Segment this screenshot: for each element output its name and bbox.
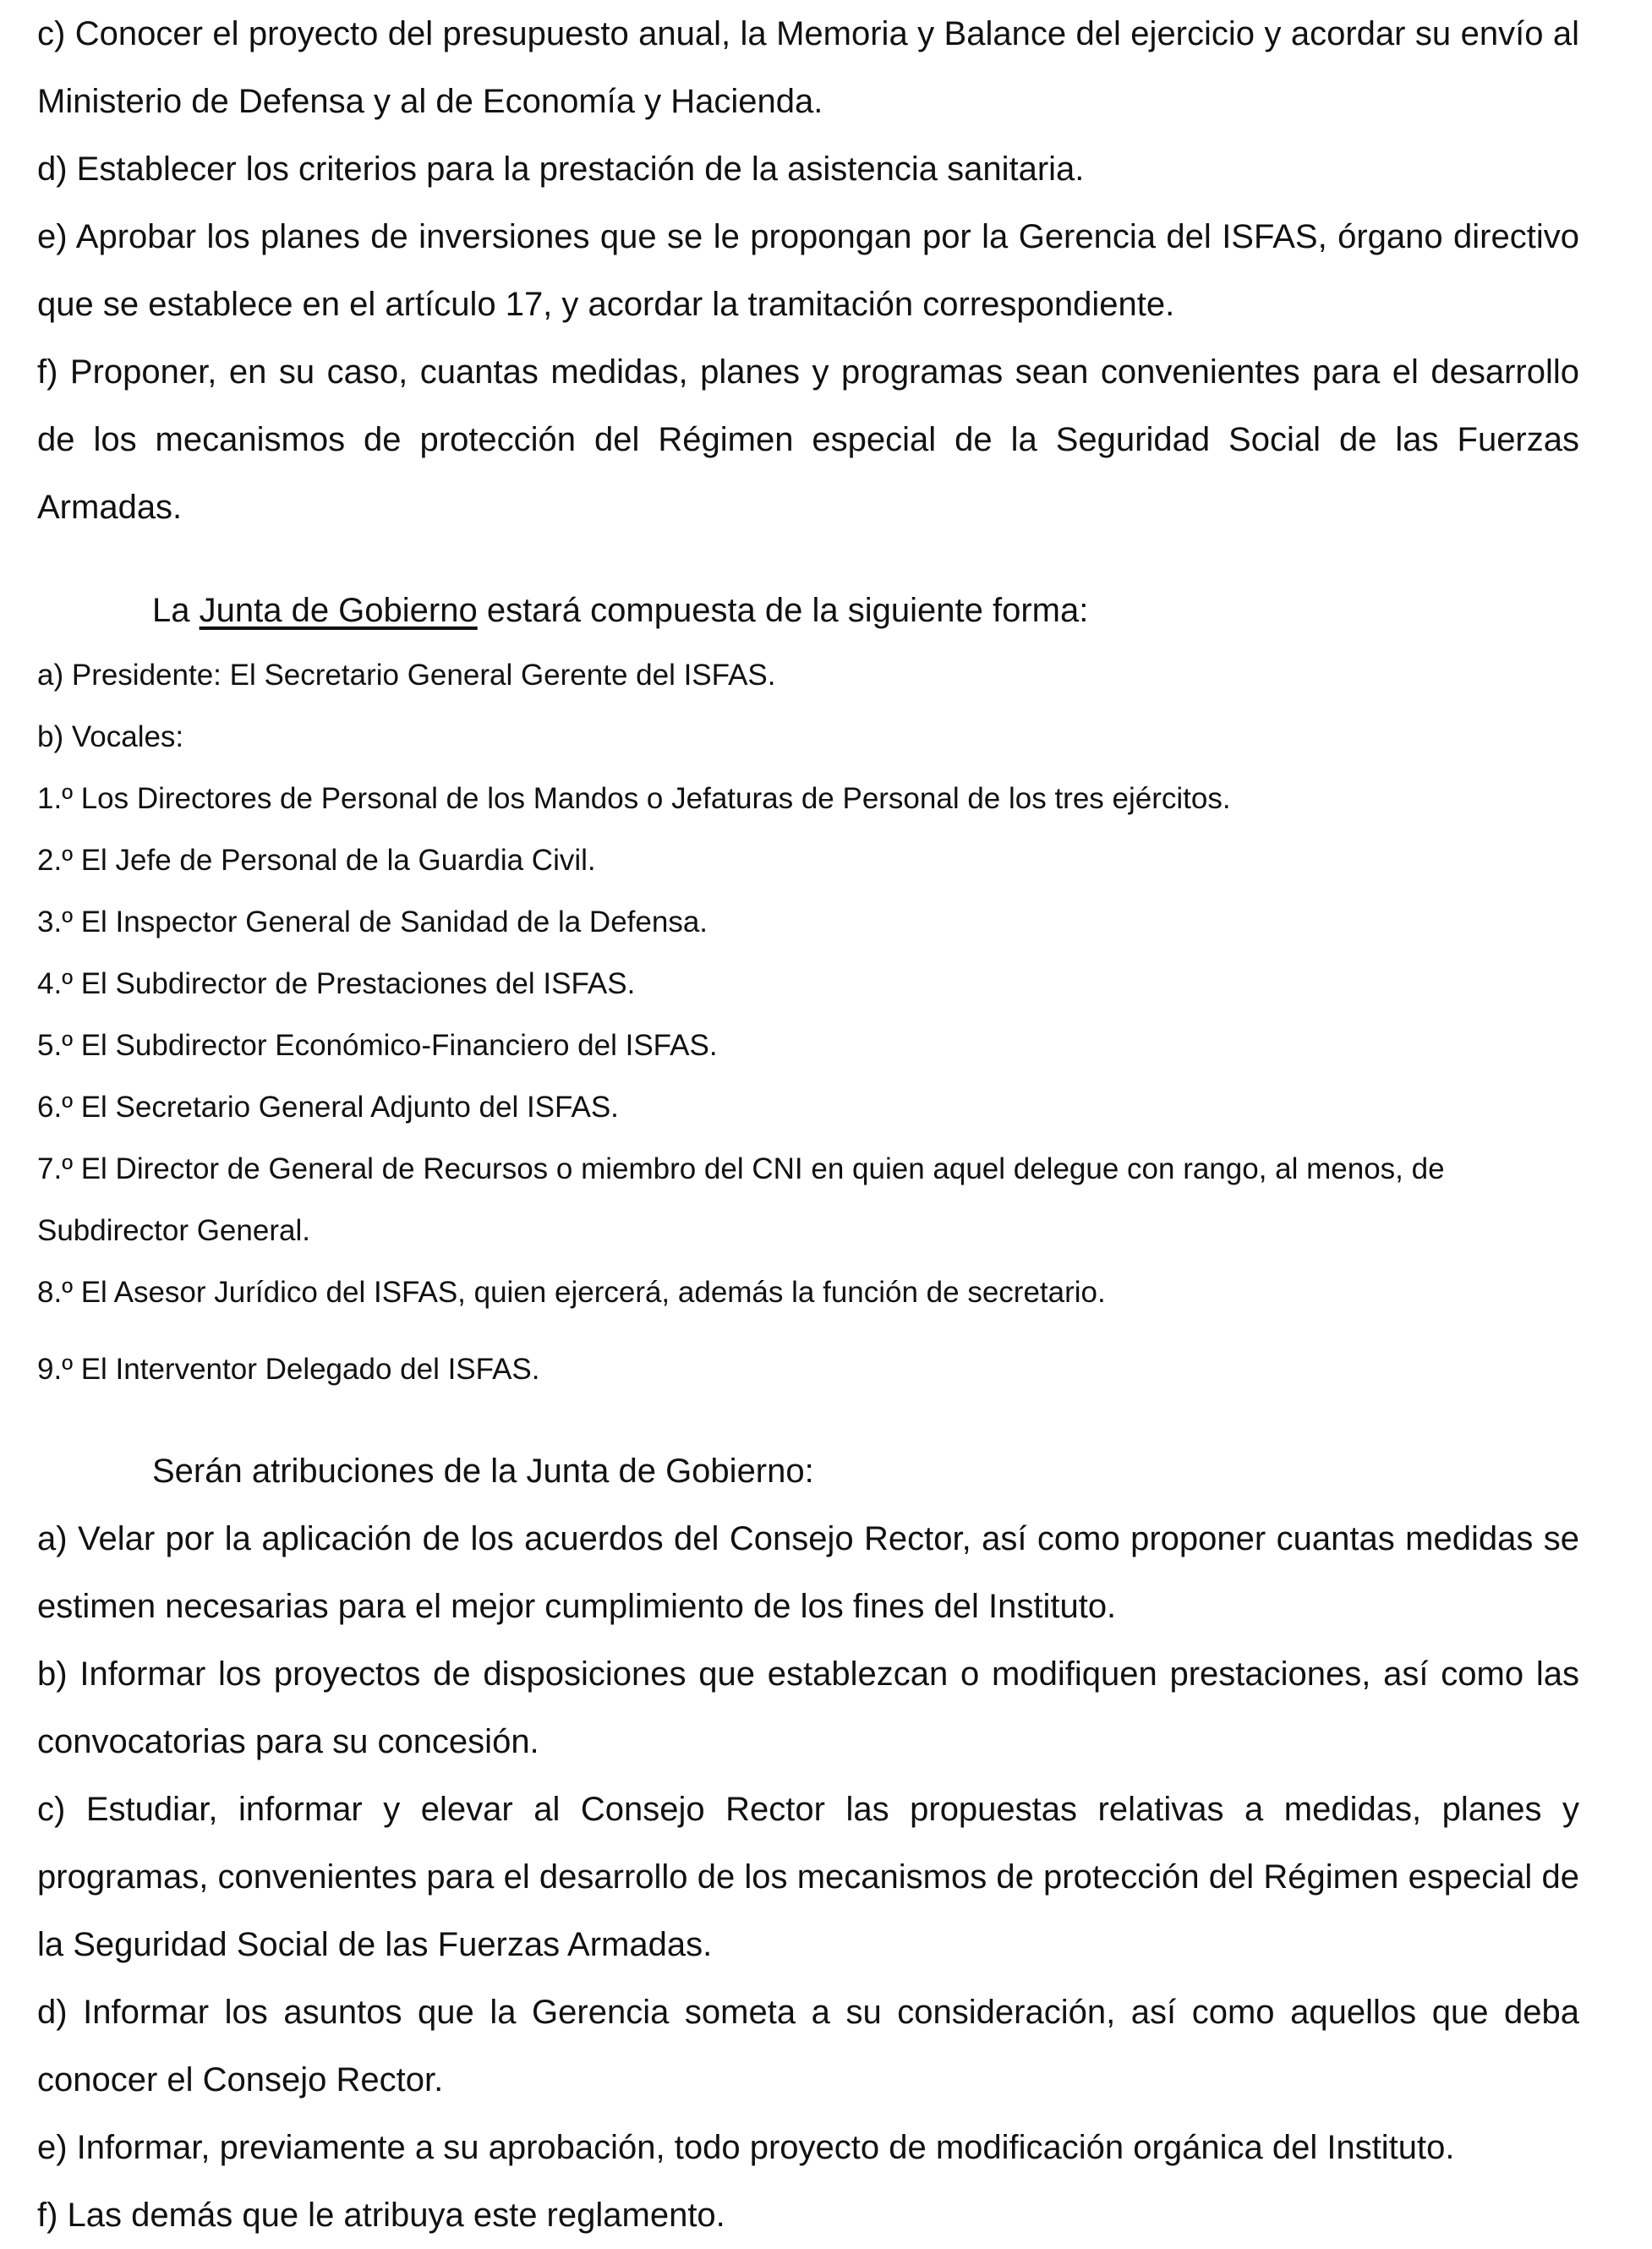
- junta-intro-underlined: Junta de Gobierno: [199, 592, 478, 629]
- junta-intro-before: La: [152, 592, 200, 629]
- junta-intro: [37, 577, 1579, 644]
- spacer: [37, 541, 1579, 577]
- vocal-6: 6.º El Secretario General Adjunto del ISFAS.: [37, 1091, 619, 1124]
- spacer: [37, 1323, 1579, 1338]
- vocal-2: 2.º El Jefe de Personal de la Guardia Civil.: [37, 844, 596, 877]
- vocal-5: 5.º El Subdirector Económico-Financiero del ISFAS.: [37, 1029, 718, 1062]
- paragraph-consejo-e: e) Aprobar los planes de inversiones que se le propongan por la Gerencia del ISFAS, órgano directivo que se establece en el artículo 17, y acordar la tramitación correspondiente.: [37, 218, 1579, 323]
- vocal-8: 8.º El Asesor Jurídico del ISFAS, quien ejercerá, además la función de secretario.: [37, 1276, 1106, 1309]
- paragraph-consejo-d: d) Establecer los criterios para la prestación de la asistencia sanitaria.: [37, 150, 1085, 188]
- vocal-1: 1.º Los Directores de Personal de los Mandos o Jefaturas de Personal de los tres ejércitos.: [37, 782, 1231, 815]
- junta-vocales-label: b) Vocales:: [37, 720, 184, 753]
- spacer: [37, 1400, 1579, 1437]
- vocal-3: 3.º El Inspector General de Sanidad de la Defensa.: [37, 906, 708, 938]
- junta-intro-after: estará compuesta de la siguiente forma:: [477, 592, 1089, 629]
- atribucion-junta-e: e) Informar, previamente a su aprobación, todo proyecto de modificación orgánica del Instituto.: [37, 2129, 1455, 2166]
- atribucion-junta-b: b) Informar los proyectos de disposiciones que establezcan o modifiquen prestaciones, así como las convocatorias para su concesión.: [37, 1655, 1579, 1760]
- junta-presidente: a) Presidente: El Secretario General Gerente del ISFAS.: [37, 659, 776, 692]
- atribucion-junta-c: c) Estudiar, informar y elevar al Consejo Rector las propuestas relativas a medidas, planes y programas, convenientes para el desarrollo de los mecanismos de protección del Régimen especial de la Seguridad Social de las Fuerzas Armadas.: [37, 1791, 1579, 1963]
- vocal-4: 4.º El Subdirector de Prestaciones del ISFAS.: [37, 967, 636, 1000]
- document-page: [37, 0, 1579, 2249]
- paragraph-consejo-f: f) Proponer, en su caso, cuantas medidas, planes y programas sean convenientes para el desarrollo de los mecanismos de protección del Régimen especial de la Seguridad Social de las Fuerzas Armadas.: [37, 353, 1579, 526]
- paragraph-consejo-c: c) Conocer el proyecto del presupuesto anual, la Memoria y Balance del ejercicio y acordar su envío al Ministerio de Defensa y al de Economía y Hacienda.: [37, 15, 1579, 120]
- atribucion-junta-a: a) Velar por la aplicación de los acuerdos del Consejo Rector, así como proponer cuantas medidas se estimen necesarias para el mejor cumplimiento de los fines del Instituto.: [37, 1520, 1579, 1625]
- atribucion-junta-f: f) Las demás que le atribuya este reglamento.: [37, 2197, 725, 2234]
- atribucion-junta-d: d) Informar los asuntos que la Gerencia someta a su consideración, así como aquellos que deba conocer el Consejo Rector.: [37, 1994, 1579, 2099]
- atribuciones-junta-heading: Serán atribuciones de la Junta de Gobierno:: [152, 1453, 814, 1490]
- vocal-7: 7.º El Director de General de Recursos o miembro del CNI en quien aquel delegue con rango, al menos, de Subdirector General.: [37, 1152, 1445, 1247]
- vocal-9: 9.º El Interventor Delegado del ISFAS.: [37, 1353, 540, 1386]
